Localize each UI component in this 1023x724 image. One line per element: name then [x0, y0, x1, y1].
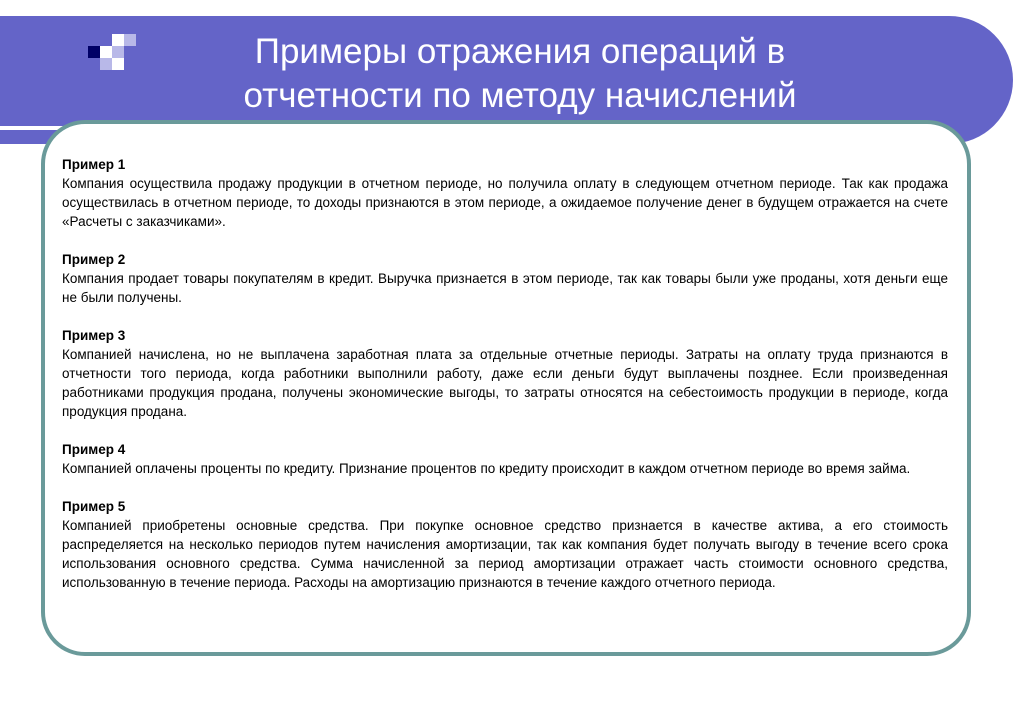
examples-list [62, 155, 948, 611]
example-text: Компанией начислена, но не выплачена заработная плата за отдельные отчетные периоды. Затраты на оплату труда признаются в отчетности того периода, когда работники выполнили работу, даже если деньги будут выплачены позднее. Если произведенная работниками продукция продана, получены экономические выгоды, то затраты относятся на себестоимость продукции в периоде, когда продукция продана. [62, 347, 948, 419]
example-1 [62, 155, 948, 231]
slide-title-line-2: отчетности по методу начислений [243, 76, 797, 115]
example-text: Компания продает товары покупателям в кредит. Выручка признается в этом периоде, так как товары были уже проданы, хотя деньги еще не были получены. [62, 271, 948, 305]
slide-title-line-1: Примеры отражения операций в [254, 32, 786, 71]
example-2 [62, 250, 948, 307]
example-text: Компанией оплачены проценты по кредиту. Признание процентов по кредиту происходит в каждом отчетном периоде во время займа. [62, 461, 911, 476]
example-5 [62, 497, 948, 592]
example-heading: Пример 4 [62, 442, 126, 457]
example-4 [62, 440, 948, 478]
example-heading: Пример 5 [62, 499, 126, 514]
example-heading: Пример 3 [62, 328, 126, 343]
example-heading: Пример 1 [62, 157, 126, 172]
slide-title [160, 30, 880, 118]
example-heading: Пример 2 [62, 252, 126, 267]
example-text: Компанией приобретены основные средства. При покупке основное средство признается в качестве актива, а его стоимость распределяется на несколько периодов путем начисления амортизации, так как компания будет получать выгоду в течение всего срока использования основного средства. Сумма начисленной за период амортизации отражает часть стоимости основного средства, использованную в течение периода. Расходы на амортизацию признаются в течение каждого отчетного периода. [62, 518, 948, 590]
example-text: Компания осуществила продажу продукции в отчетном периоде, но получила оплату в следующем отчетном периоде. Так как продажа осуществилась в отчетном периоде, то доходы признаются в этом периоде, а ожидаемое получение денег в будущем отражается на счете «Расчеты с заказчиками». [62, 176, 948, 229]
example-3 [62, 326, 948, 421]
